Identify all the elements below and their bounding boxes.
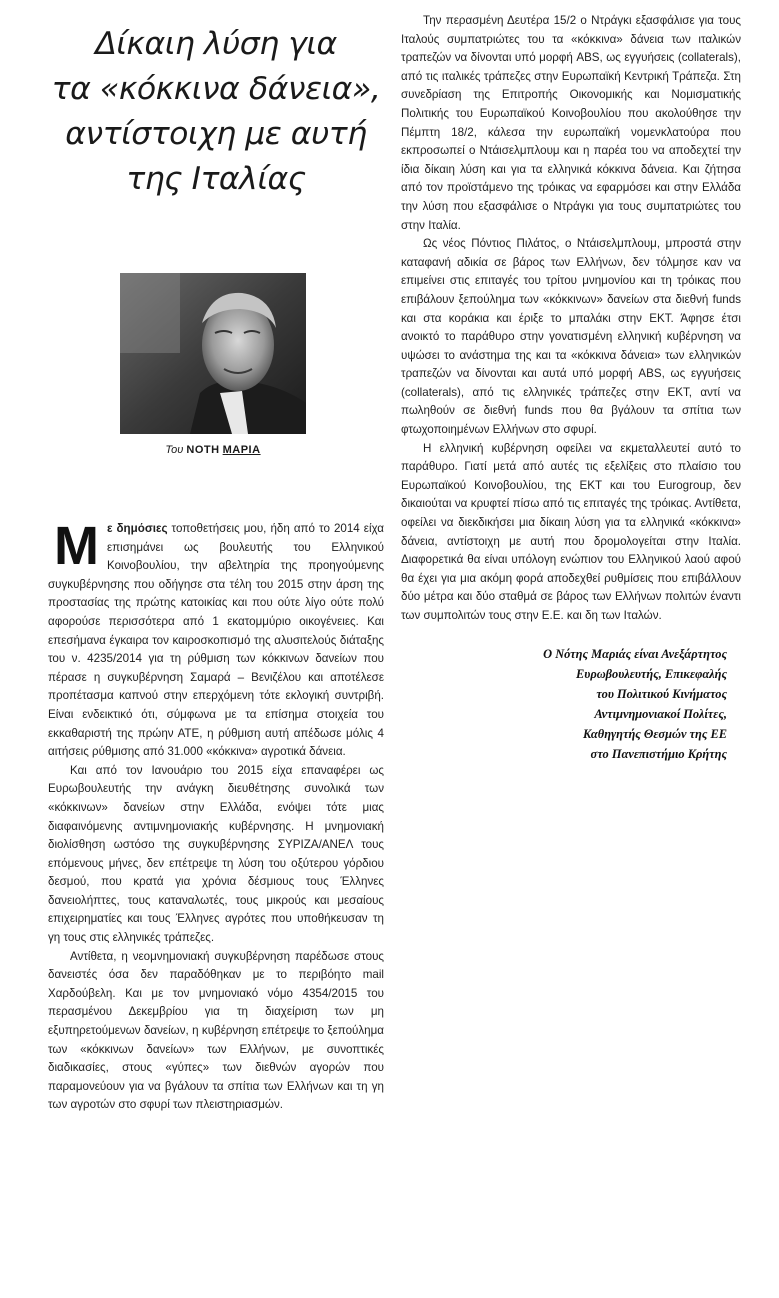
- paragraph-text: τοποθετήσεις μου, ήδη από το 2014 είχα επισημάνει ως βουλευτής του Ελληνικού Κοινοβουλίου, την αβελτηρία της προηγούμενης συγκυβέρνησης που οδήγησε στα τέλη του 2015 στην άρση της προστασίας της πρώτης κατοικίας και που ούτε λίγο ούτε πολύ αφορούσε περισσότερα από 1 εκατομμύριο οικογένειες. Και επεσήμανα έγκαιρα τον καιροσκοπισμό της αλυσιτελούς διάταξης του ν. 4235/2014 για τη ρύθμιση των κόκκινων δανείων που πέρασε η συγκυβέρνηση Σαμαρά – Βενιζέλου και αποτέλεσε προπέτασμα καπνού στην επερχόμενη τότε εκλογική συντριβή. Είναι ενδεικτικό ότι, σύμφωνα με τα επίσημα στοιχεία του εκκαθαριστή της πρώην ΑΤΕ, η ρύθμιση αυτή απέδωσε μόλις 4 αιτήσεις ρύθμισης από 31.000 «κόκκινα» αγροτικά δάνεια.: [48, 522, 384, 759]
- left-column: [48, 0, 384, 1112]
- article-paragraph: Αντίθετα, η νεομνημονιακή συγκυβέρνηση παρέδωσε στους δανειστές όσα δεν παραδόθηκαν με το περιβόητο mail Χαρδούβελη. Και με τον μνημονιακό νόμο 4354/2015 του περασμένου Δεκεμβρίου για τη διαχείριση των μη εξυπηρετούμενων δανείων, η κυβέρνηση επέτρεψε το ξεπούλημα των «κόκκινων δανείων» των Ελλήνων, με συνοπτικές διαδικασίες, στους «γύπες» των διεθνών αγορών που παραμονεύουν για να βγάλουν τα σπίτια των Ελλήνων και τη γη των αγροτών στο σφυρί των πλειστηριασμών.: [48, 949, 384, 1112]
- signature-line: του Πολιτικού Κινήματος: [596, 686, 727, 701]
- right-column: [401, 12, 741, 764]
- article-paragraph: Η ελληνική κυβέρνηση οφείλει να εκμεταλλευτεί αυτό το παράθυρο. Γιατί μετά από αυτές τις εξελίξεις στο πλαίσιο του Ευρωπαϊκού Κοινοβουλίου, της ΕΚΤ και του Eurogroup, δεν δικαιούται να κρυφτεί πίσω από τις επιταγές της τρόικας. Αντίθετα, οφείλει να διεκδικήσει μια δίκαιη λύση για τα ελληνικά «κόκκινα» δάνεια, αντίστοιχη με αυτή που δρομολογείται στην Ιταλία. Διαφορετικά θα είναι υπόλογη ενώπιον του Ελληνικού λαού αφού θα έχει για μια ακόμη φορά αποδεχθεί ρυθμίσεις που επιβάλλουν δύο μέτρα και δύο σταθμά σε βάρος των Ελλήνων πολιτών έναντι των συμπολιτών τους στην Ε.Ε. και δη των Ιταλών.: [401, 441, 741, 622]
- author-photo: [120, 273, 306, 434]
- headline-line: αντίστοιχη με αυτή: [65, 116, 367, 152]
- signature-line: Ευρωβουλευτής, Επικεφαλής: [576, 666, 727, 681]
- byline: [120, 444, 306, 456]
- signature-line: Καθηγητής Θεσμών της ΕΕ: [583, 726, 727, 741]
- article-paragraph: [48, 516, 384, 762]
- article-left-body: [48, 516, 384, 1115]
- lead-words: ε δημόσιες: [106, 522, 168, 535]
- author-last-name: ΜΑΡΙΑ: [222, 444, 261, 456]
- headline-line: της Ιταλίας: [126, 161, 306, 197]
- signature-line: Ο Νότης Μαριάς είναι Ανεξάρτητος: [543, 646, 727, 661]
- author-signature: [401, 644, 741, 764]
- headline-line: τα «κόκκινα δάνεια»,: [51, 71, 381, 107]
- author-first-name: ΝΟΤΗ: [186, 444, 220, 456]
- signature-line: Αντιμνημονιακοί Πολίτες,: [594, 706, 727, 721]
- article-paragraph: Ως νέος Πόντιος Πιλάτος, ο Ντάισελμπλουμ, μπροστά στην καταφανή αδικία σε βάρος των Ελλήνων, δεν τόλμησε καν να επιμείνει στις επιταγές του τρίτου μνημονίου και τη τρόικας που επιβάλουν ξεπούλημα των «κόκκινων» δανείων στα διεθνή funds και στα κοράκια και έριξε το μπαλάκι στην ΕΚΤ. Άφησε έτσι ανοικτό το παράθυρο στην γονατισμένη ελληνική κυβέρνηση να υψώσει το ανάστημα της και τα «κόκκινα δάνεια» των ελληνικών τραπεζών να δίνονται και αυτά υπό μορφή ABS, ως εγγυήσεις (collaterals), από τις ελληνικές τράπεζες στην ΕΚΤ, αντί να πωληθούν σε διεθνή funds που θα βγάλουν τα σπίτια των φτωχοποιημένων Ελλήνων στο σφυρί.: [401, 237, 741, 437]
- article-paragraph: Και από τον Ιανουάριο του 2015 είχα επαναφέρει ως Ευρωβουλευτής την ανάγκη διευθέτησης συνολικά των «κόκκινων» δανείων στην Ελλάδα, ενόψει τότε μιας διαφαινόμενης αντιμνημονιακής κυβέρνησης. Η μνημονιακή διολίσθηση ωστόσο της συγκυβέρνησης ΣΥΡΙΖΑ/ΑΝΕΛ τους επόμενους μήνες, δεν επέτρεψε τη λύση του οξύτερου γόρδιου δεσμού, που κρατά για χρόνια δέσμιους τους Έλληνες δανειολήπτες, τους καταναλωτές, τους μικρούς και μεσαίους επιχειρηματίες και τους Έλληνες αγρότες που υποθήκευσαν τη γη τους στις ελληνικές τράπεζες.: [48, 763, 384, 945]
- dropcap: Μ: [54, 516, 99, 576]
- byline-prefix: Του: [165, 444, 184, 456]
- headline: [48, 22, 384, 202]
- article-paragraph: Την περασμένη Δευτέρα 15/2 ο Ντράγκι εξασφάλισε για τους Ιταλούς συμπατριώτες του τα «κόκκινα» δάνεια των ιταλικών τραπεζών να δίνονται υπό μορφή ABS, ως εγγυήσεις (collaterals), από τις ιταλικές τράπεζες στην Ευρωπαϊκή Κεντρική Τράπεζα. Στη συνεδρίαση της Επιτροπής Οικονομικής και Νομισματικής Πολιτικής του Ευρωπαϊκού Κοινοβουλίου που ακολούθησε την Πέμπτη 18/2, κάλεσα την ευρωπαϊκή νομενκλατούρα που εκπροσωπεί ο Ντάισελμπλουμ και η παρέα του να αποδεχτεί την ίδια δίκαιη λύση και για τα ελληνικά κόκκινα δάνεια. Και ζήτησα από τον προϊστάμενο της τρόικας να εφαρμόσει και στην Ελλάδα την λύση που εξασφάλισε ο Ντράγκι για τους συμπατριώτες του στην Ιταλία.: [401, 14, 741, 232]
- headline-line: Δίκαιη λύση για: [95, 26, 337, 62]
- author-photo-block: [120, 273, 306, 456]
- signature-line: στο Πανεπιστήμιο Κρήτης: [590, 746, 727, 761]
